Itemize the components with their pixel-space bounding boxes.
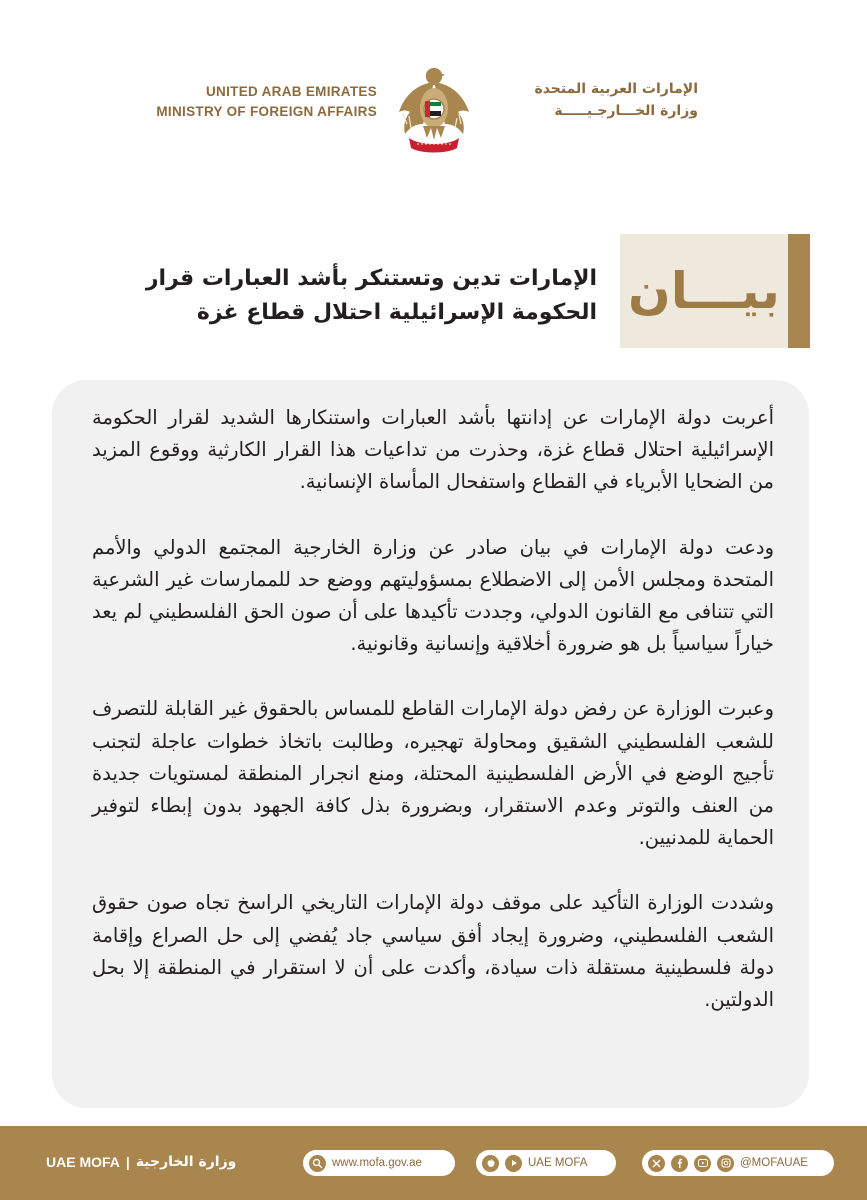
statement-label-box: [620, 234, 810, 348]
facebook-icon[interactable]: [671, 1155, 688, 1172]
statement-body: [92, 402, 774, 1049]
ministry-name-english: [156, 82, 377, 122]
social-handle: @MOFAUAE: [740, 1157, 808, 1169]
headline: [77, 262, 597, 330]
x-twitter-icon[interactable]: [648, 1155, 665, 1172]
footer-bar: [0, 1126, 867, 1200]
website-link[interactable]: [303, 1150, 455, 1176]
ministry-name-ar: وزارة الخـــارجـيـــــة: [554, 103, 698, 119]
country-name-ar: الإمارات العربية المتحدة: [534, 81, 698, 97]
brand-ar: وزارة الخارجية: [135, 1154, 237, 1170]
brand-en: UAE MOFA: [46, 1154, 120, 1170]
footer-brand: [46, 1154, 236, 1170]
paragraph-1: أعربت دولة الإمارات عن إدانتها بأشد العبارات واستنكارها الشديد لقرار الحكومة الإسرائيلية احتلال قطاع غزة، وحذرت من تداعيات هذا القرار الكارثية ووقوع المزيد من الضحايا الأبرياء في القطاع واستفحال المأساة الإنسانية.: [92, 406, 774, 494]
app-store-links[interactable]: [476, 1150, 616, 1176]
paragraph-2: ودعت دولة الإمارات في بيان صادر عن وزارة الخارجية المجتمع الدولي والأمم المتحدة ومجلس الأمن إلى الاضطلاع بمسؤوليتهم ووضع حد للممارسات غير الشرعية التي تتنافى مع القانون الدولي، وجددت تأكيدها على أن صون الحق الفلسطيني لم يعد خياراً سياسياً بل هو ضرورة أخلاقية وإنسانية وقانونية.: [92, 535, 774, 656]
letterhead: [0, 60, 867, 160]
website-url: www.mofa.gov.ae: [332, 1157, 422, 1169]
social-links[interactable]: [642, 1150, 834, 1176]
brand-separator: |: [125, 1154, 130, 1170]
youtube-icon[interactable]: [694, 1155, 711, 1172]
ministry-name-arabic: [483, 78, 698, 122]
uae-falcon-emblem-icon: [393, 64, 475, 156]
label-accent-bar: [788, 234, 810, 348]
apple-icon[interactable]: [482, 1155, 499, 1172]
statement-label: بيـــان: [628, 262, 780, 320]
headline-line-1: الإمارات تدين وتستنكر بأشد العبارات قرار: [145, 266, 597, 291]
google-play-icon[interactable]: [505, 1155, 522, 1172]
paragraph-3: وعبرت الوزارة عن رفض دولة الإمارات القاطع للمساس بالحقوق غير القابلة للتصرف للشعب الفلسطيني الشقيق ومحاولة تهجيره، وطالبت باتخاذ خطوات عاجلة لتجنب تأجيج الوضع في الأرض الفلسطينية المحتلة، ومنع انجرار المنطقة لمستويات جديدة من العنف والتوتر وعدم الاستقرار، وبضرورة بذل كافة الجهود بدون إبطاء لتوفير الحماية للمدنيين.: [92, 697, 774, 850]
ministry-name-en: MINISTRY OF FOREIGN AFFAIRS: [156, 104, 377, 119]
country-name-en: UNITED ARAB EMIRATES: [206, 84, 377, 99]
app-name: UAE MOFA: [528, 1157, 588, 1169]
search-icon: [309, 1155, 326, 1172]
instagram-icon[interactable]: [717, 1155, 734, 1172]
paragraph-4: وشددت الوزارة التأكيد على موقف دولة الإمارات التاريخي الراسخ تجاه صون حقوق الشعب الفلسطيني، وضرورة إيجاد أفق سياسي جاد يُفضي إلى حل الصراع وإقامة دولة فلسطينية مستقلة ذات سيادة، وأكدت على أن لا استقرار في المنطقة إلا بحل الدولتين.: [92, 891, 774, 1012]
headline-line-2: الحكومة الإسرائيلية احتلال قطاع غزة: [196, 300, 597, 325]
